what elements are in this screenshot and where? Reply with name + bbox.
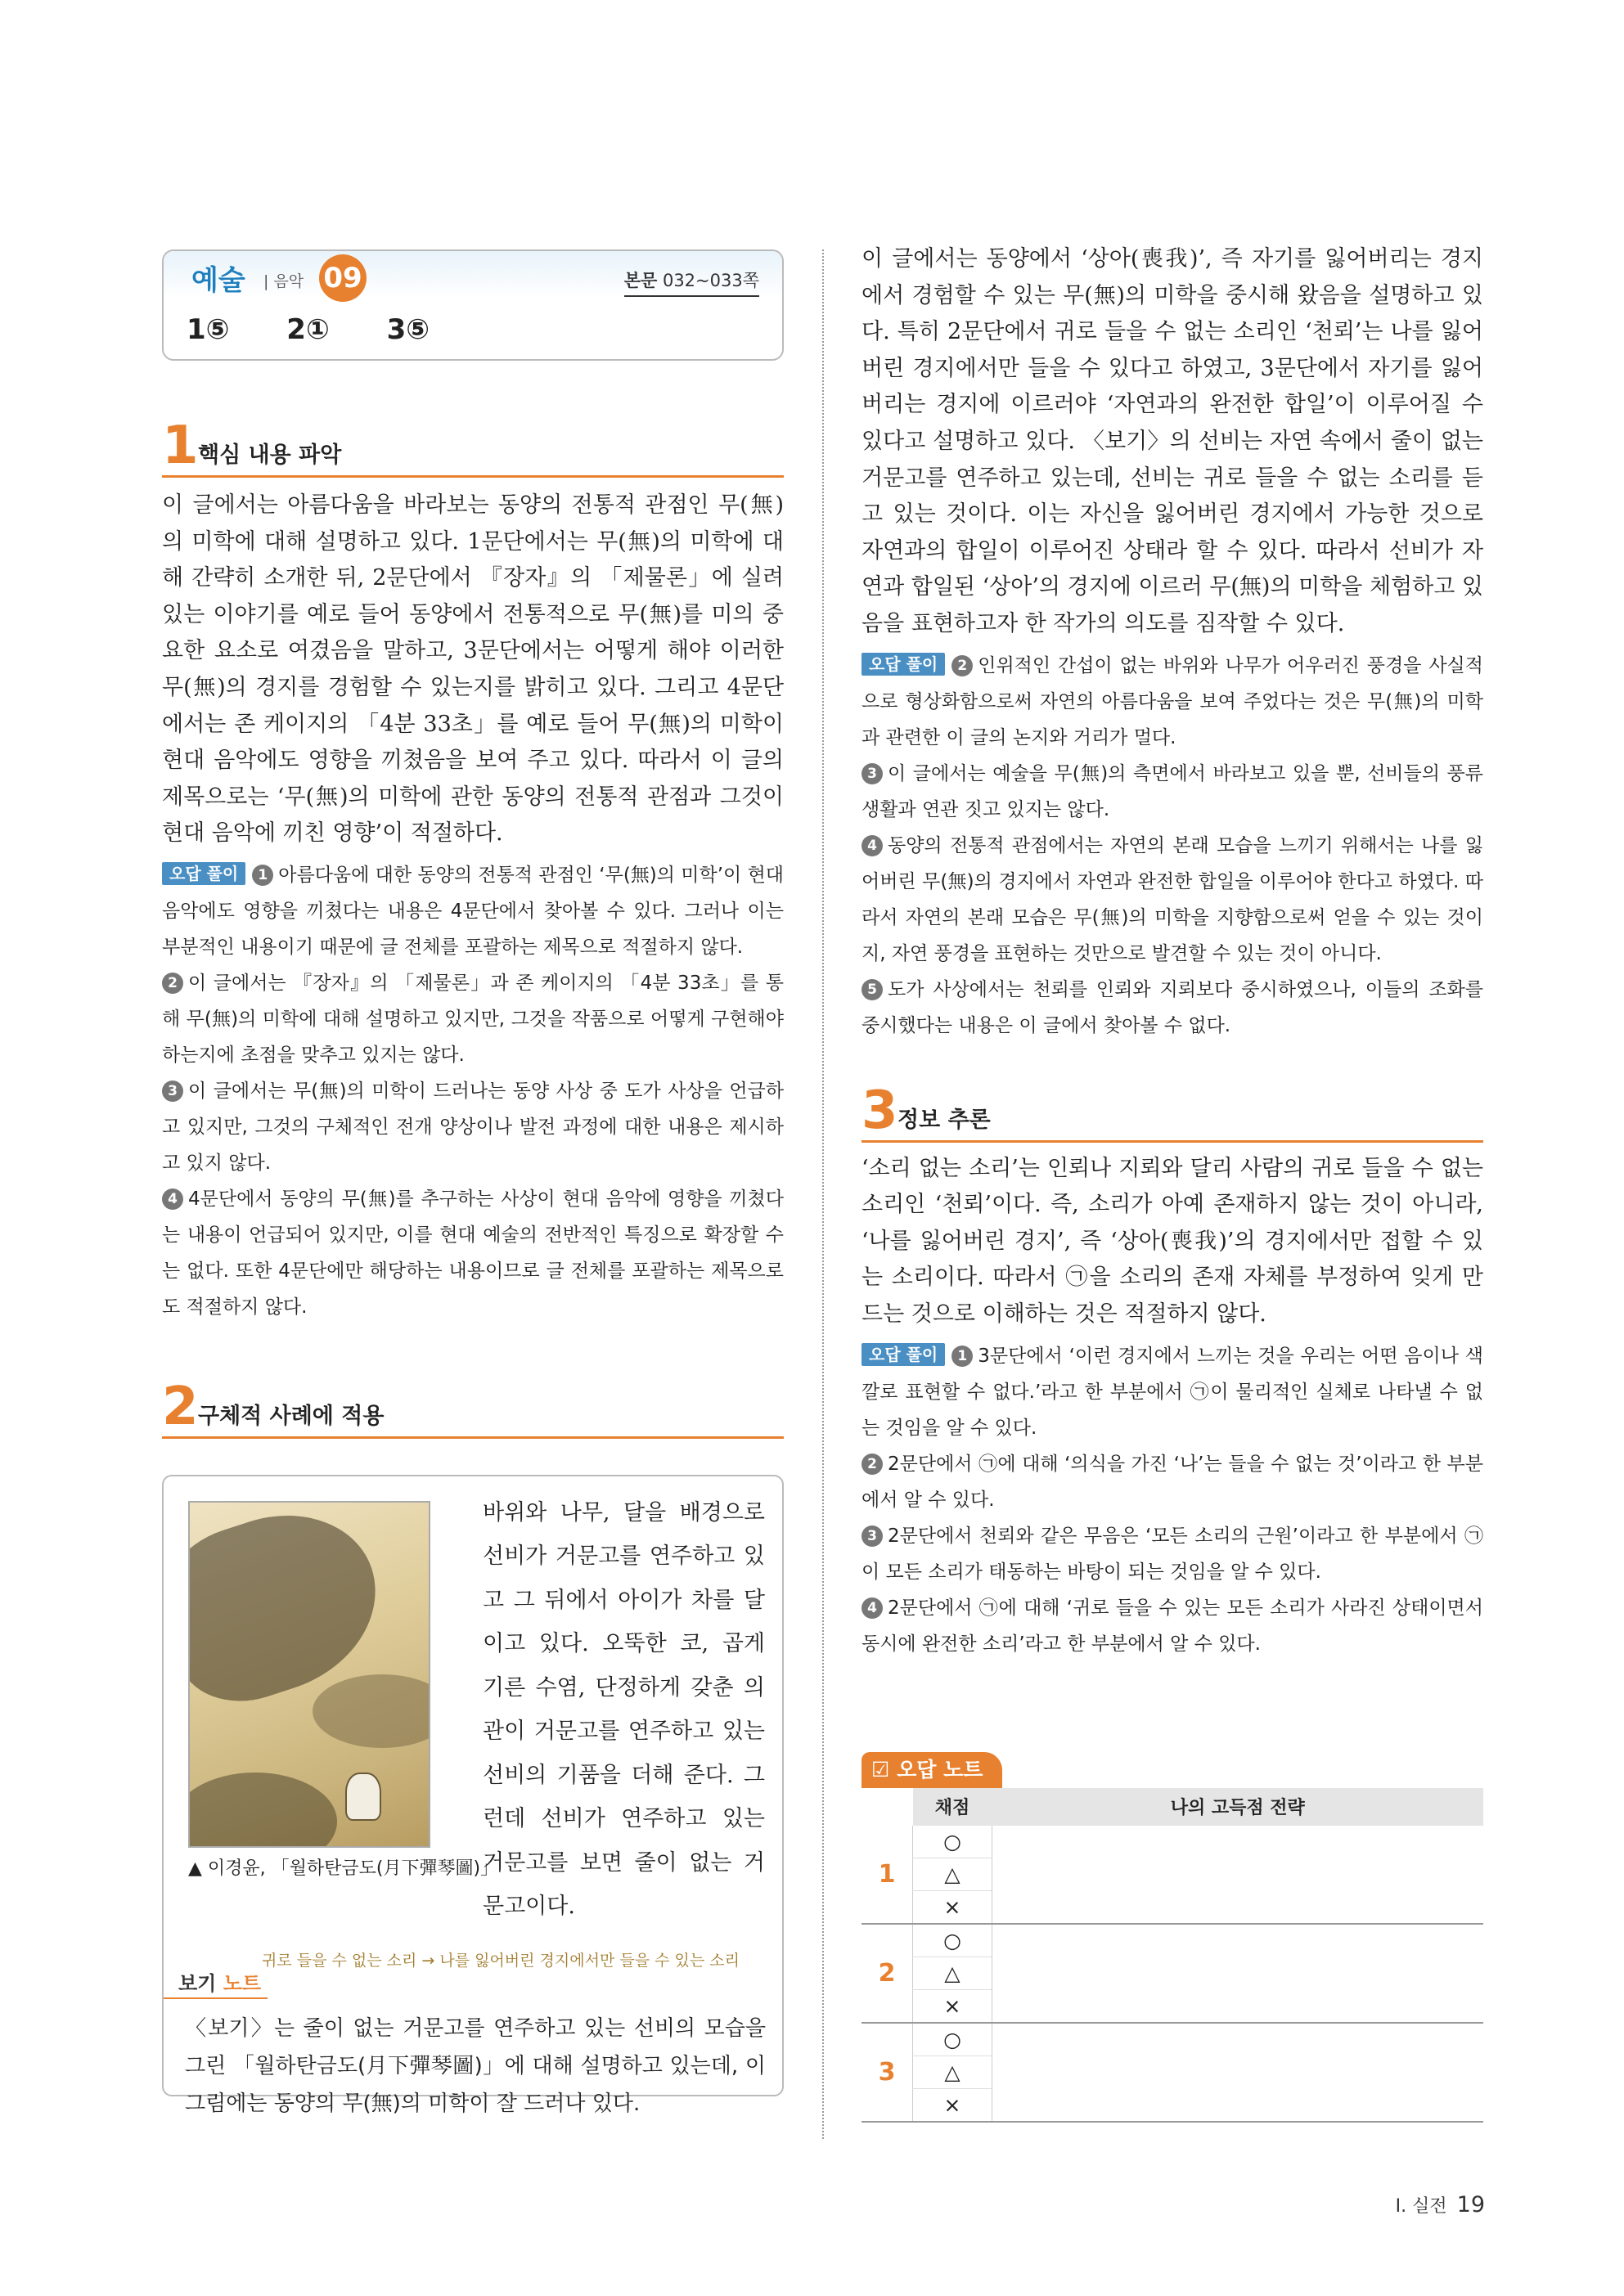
bogi-label-b: 노트 [223, 1971, 262, 1995]
section-2-number: 2 [162, 1376, 199, 1437]
section-3-odap-2 [861, 1446, 1483, 1518]
painting-caption: ▲ 이경윤, 「월하탄금도(月下彈琴圖)」 [188, 1858, 499, 1879]
bogi-note-label [164, 1967, 268, 1999]
odap-text: 3문단에서 ‘이런 경지에서 느끼는 것을 우리는 어떤 음이나 색깔로 표현할 수 없다.’라고 한 부분에서 ㉠이 물리적인 실체로 나타낼 수 없는 것임을 알 수 있다. [861, 1345, 1483, 1439]
odap-text: 도가 사상에서는 천뢰를 인뢰와 지뢰보다 중시하였으나, 이들의 조화를 중시했다는 내용은 이 글에서 찾아볼 수 없다. [861, 978, 1483, 1036]
painting-image [188, 1501, 430, 1848]
mark-triangle[interactable]: △ [913, 1957, 992, 1989]
mark-circle[interactable]: ○ [913, 1826, 992, 1858]
choice-number-icon: 3 [861, 763, 883, 784]
odap-text: 이 글에서는 무(無)의 미학이 드러나는 동양 사상 중 도가 사상을 언급하고 있지만, 그것의 구체적인 전개 양상이나 발전 과정에 대한 내용은 제시하고 있지 않다. [162, 1080, 784, 1174]
section-1-odap-1 [162, 857, 784, 965]
mark-cross[interactable]: × [913, 2088, 992, 2122]
answer-key [187, 313, 477, 346]
bonmun-range: 032~033쪽 [662, 271, 759, 290]
page-footer [1396, 2192, 1485, 2217]
footer-section: Ⅰ. 실전 [1395, 2196, 1447, 2217]
odap-text: 2문단에서 천뢰와 같은 무음은 ‘모든 소리의 근원’이라고 한 부분에서 ㉠이 모든 소리가 태동하는 바탕이 되는 것임을 알 수 있다. [861, 1525, 1483, 1583]
section-1-odap-4 [162, 1181, 784, 1325]
bonmun-pages [624, 267, 759, 297]
passage-number-badge: 09 [319, 254, 367, 302]
mark-circle[interactable]: ○ [913, 1924, 992, 1957]
odap-text: 2문단에서 ㉠에 대해 ‘귀로 들을 수 있는 모든 소리가 사라진 상태이면서 동시에 완전한 소리’라고 한 부분에서 알 수 있다. [861, 1597, 1483, 1655]
choice-number-icon: 3 [162, 1081, 183, 1102]
note-row [861, 1924, 1483, 1957]
section-2-title: 구체적 사례에 적용 [198, 1403, 385, 1429]
choice-number-icon: 4 [861, 835, 883, 856]
mark-cross[interactable]: × [913, 1890, 992, 1924]
choice-number-icon: 5 [861, 979, 883, 1000]
note-row-number: 2 [861, 1924, 913, 2023]
bogi-note-text: 〈보기〉는 줄이 없는 거문고를 연주하고 있는 선비의 모습을 그린 「월하탄금도(月下彈琴圖)」에 대해 설명하고 있는데, 이 그림에는 동양의 무(無)의 미학이 잘 드러나 있다. [185, 2015, 766, 2116]
choice-number-icon: 4 [861, 1597, 883, 1619]
section-2-header [162, 1373, 784, 1439]
section-1-title: 핵심 내용 파악 [198, 443, 342, 468]
subsubject-label: | 음악 [263, 272, 304, 290]
right-column [861, 246, 1483, 2123]
note-tab: ☑ 오답 노트 [861, 1752, 1002, 1788]
odap-text: 인위적인 간섭이 없는 바위와 나무가 어우러진 풍경을 사실적으로 형상화함으로써 자연의 아름다움을 보여 주었다는 것은 무(無)의 미학과 관련한 이 글의 논지와 거리가 멀다. [861, 654, 1483, 748]
bogi-label-a: 보기 [178, 1971, 217, 1995]
subject-label: 예술 [191, 264, 245, 297]
answer-1: 1⑤ [187, 313, 230, 346]
section-3-odap-1 [861, 1338, 1483, 1446]
answer-3: 3⑤ [386, 313, 430, 346]
strategy-cell[interactable] [992, 1924, 1484, 2023]
odap-text: 이 글에서는 『장자』의 「제물론」과 존 케이지의 「4분 33초」를 통해 무(無)의 미학에 대해 설명하고 있지만, 그것을 작품으로 어떻게 구현해야 하는지에 초점을 맞추고 있지는 않다. [162, 972, 784, 1066]
wrong-answer-note-label [861, 1752, 1483, 1788]
page-number: 19 [1456, 2192, 1485, 2217]
odap-text: 2문단에서 ㉠에 대해 ‘의식을 가진 ‘나’는 들을 수 없는 것’이라고 한 부분에서 알 수 있다. [861, 1453, 1483, 1511]
choice-number-icon: 1 [951, 1346, 973, 1367]
note-row [861, 2023, 1483, 2056]
mark-triangle[interactable]: △ [913, 2056, 992, 2088]
mark-circle[interactable]: ○ [913, 2023, 992, 2056]
strategy-cell[interactable] [992, 1826, 1484, 1924]
section-1-odap-3 [162, 1073, 784, 1181]
hint-annotation: 귀로 들을 수 없는 소리 → 나를 잃어버린 경지에서만 들을 수 있는 소리 [262, 1951, 740, 1970]
column-divider [822, 249, 824, 2139]
section-3-odap-3 [861, 1518, 1483, 1590]
mark-cross[interactable]: × [913, 1989, 992, 2023]
section-1-body: 이 글에서는 아름다움을 바라보는 동양의 전통적 관점인 무(無)의 미학에 대해 설명하고 있다. 1문단에서는 무(無)의 미학에 대해 간략히 소개한 뒤, 2문단에서 『장자』의 「제물론」에 실려 있는 이야기를 예로 들어 동양에서 전통적으로 무(無)를 미의 중요한 요소로 여겼음을 말하고, 3문단에서는 어떻게 해야 이러한 무(無)의 경지를 경험할 수 있는지를 밝히고 있다. 그리고 4문단에서는 존 케이지의 「4분 33초」를 예로 들어 무(無)의 미학이 현대 음악에도 영향을 끼쳤음을 보여 주고 있다. 따라서 이 글의 제목으로는 ‘무(無)의 미학에 관한 동양의 전통적 관점과 그것이 현대 음악에 끼친 영향’이 적절하다. [162, 492, 784, 847]
section-3-odap-4 [861, 1590, 1483, 1662]
section-3-title: 정보 추론 [897, 1107, 991, 1133]
answer-2: 2① [286, 313, 330, 346]
strategy-column-header: 나의 고득점 전략 [992, 1788, 1484, 1826]
choice-number-icon: 2 [951, 655, 973, 676]
example-text: 바위와 나무, 달을 배경으로 선비가 거문고를 연주하고 있고 그 뒤에서 아이가 차를 달이고 있다. 오뚝한 코, 곱게 기른 수염, 단정하게 갖춘 의관이 거문고를 연주하고 있는 선비의 기품을 더해 준다. 그런데 선비가 연주하고 있는 거문고를 보면 줄이 없는 거문고이다. [483, 1499, 765, 1920]
example-box [162, 1475, 784, 2116]
choice-number-icon: 3 [861, 1525, 883, 1547]
section-2-odap-5 [861, 972, 1483, 1044]
answer-header-box [162, 249, 784, 361]
note-header-row [861, 1788, 1483, 1826]
odap-badge: 오답 풀이 [861, 1343, 945, 1366]
odap-text: 아름다움에 대한 동양의 전통적 관점인 ‘무(無)의 미학’이 현대 음악에도 영향을 끼쳤다는 내용은 4문단에서 찾아볼 수 있다. 그러나 이는 부분적인 내용이기 때문에 글 전체를 포괄하는 제목으로 적절하지 않다. [162, 864, 785, 958]
section-3-body: ‘소리 없는 소리’는 인뢰나 지뢰와 달리 사람의 귀로 들을 수 없는 소리인 ‘천뢰’이다. 즉, 소리가 아예 존재하지 않는 것이 아니라, ‘나를 잃어버린 경지’, 즉 ‘상아(喪我)’의 경지에서만 접할 수 있는 소리이다. 따라서 ㉠을 소리의 존재 자체를 부정하여 잊게 만드는 것으로 이해하는 것은 적절하지 않다. [861, 1155, 1483, 1327]
section-1-header [162, 411, 784, 478]
bonmun-label: 본문 [623, 271, 658, 290]
odap-badge: 오답 풀이 [162, 862, 245, 885]
strategy-cell[interactable] [992, 2023, 1484, 2122]
note-label-text: 오답 노트 [897, 1757, 983, 1782]
left-column [162, 249, 785, 2116]
note-row [861, 1826, 1483, 1858]
section-3-header [861, 1076, 1483, 1143]
section-2-odap-4 [861, 828, 1483, 972]
note-row-number: 3 [861, 2023, 913, 2122]
section-2-body: 이 글에서는 동양에서 ‘상아(喪我)’, 즉 자기를 잃어버리는 경지에서 경험할 수 있는 무(無)의 미학을 중시해 왔음을 설명하고 있다. 특히 2문단에서 귀로 들을 수 없는 소리인 ‘천뢰’는 나를 잃어버린 경지에서만 들을 수 있다고 하였고, 3문단에서 자기를 잃어버리는 경지에 이르러야 ‘자연과의 완전한 합일’이 이루어질 수 있다고 설명하고 있다. 〈보기〉의 선비는 자연 속에서 줄이 없는 거문고를 연주하고 있는데, 선비는 귀로 들을 수 없는 소리를 듣고 있는 것이다. 이는 자신을 잃어버린 경지에서 가능한 것으로 자연과의 합일이 이루어진 상태라 할 수 있다. 따라서 선비가 자연과 합일된 ‘상아’의 경지에 이르러 무(無)의 미학을 체험하고 있음을 표현하고자 한 작가의 의도를 짐작할 수 있다. [861, 246, 1483, 636]
section-2-odap-2 [861, 648, 1483, 756]
choice-number-icon: 1 [252, 865, 273, 886]
choice-number-icon: 2 [861, 1454, 883, 1475]
odap-badge: 오답 풀이 [861, 653, 945, 676]
odap-text: 동양의 전통적 관점에서는 자연의 본래 모습을 느끼기 위해서는 나를 잃어버린 무(無)의 경지에서 자연과 완전한 합일을 이루어야 한다고 하였다. 따라서 자연의 본래 모습은 무(無)의 미학을 지향함으로써 얻을 수 있는 것이지, 자연 풍경을 표현하는 것만으로 발견할 수 있는 것이 아니다. [861, 834, 1483, 964]
odap-text: 이 글에서는 예술을 무(無)의 측면에서 바라보고 있을 뿐, 선비들의 풍류 생활과 연관 짓고 있지는 않다. [861, 762, 1483, 820]
score-column-header: 채점 [913, 1788, 992, 1826]
section-2-odap-3 [861, 756, 1483, 828]
odap-text: 4문단에서 동양의 무(無)를 추구하는 사상이 현대 음악에 영향을 끼쳤다는 내용이 언급되어 있지만, 이를 현대 예술의 전반적인 특징으로 확장할 수는 없다. 또한 4문단에만 해당하는 내용이므로 글 전체를 포괄하는 제목으로도 적절하지 않다. [162, 1188, 784, 1318]
wrong-answer-note-table [861, 1788, 1483, 2123]
section-1-number: 1 [162, 416, 199, 476]
choice-number-icon: 2 [162, 973, 183, 994]
choice-number-icon: 4 [162, 1188, 183, 1210]
section-3-number: 3 [861, 1080, 898, 1141]
mark-triangle[interactable]: △ [913, 1858, 992, 1890]
subsubject-text: 음악 [273, 272, 304, 290]
note-row-number: 1 [861, 1826, 913, 1924]
section-1-odap-2 [162, 965, 784, 1073]
